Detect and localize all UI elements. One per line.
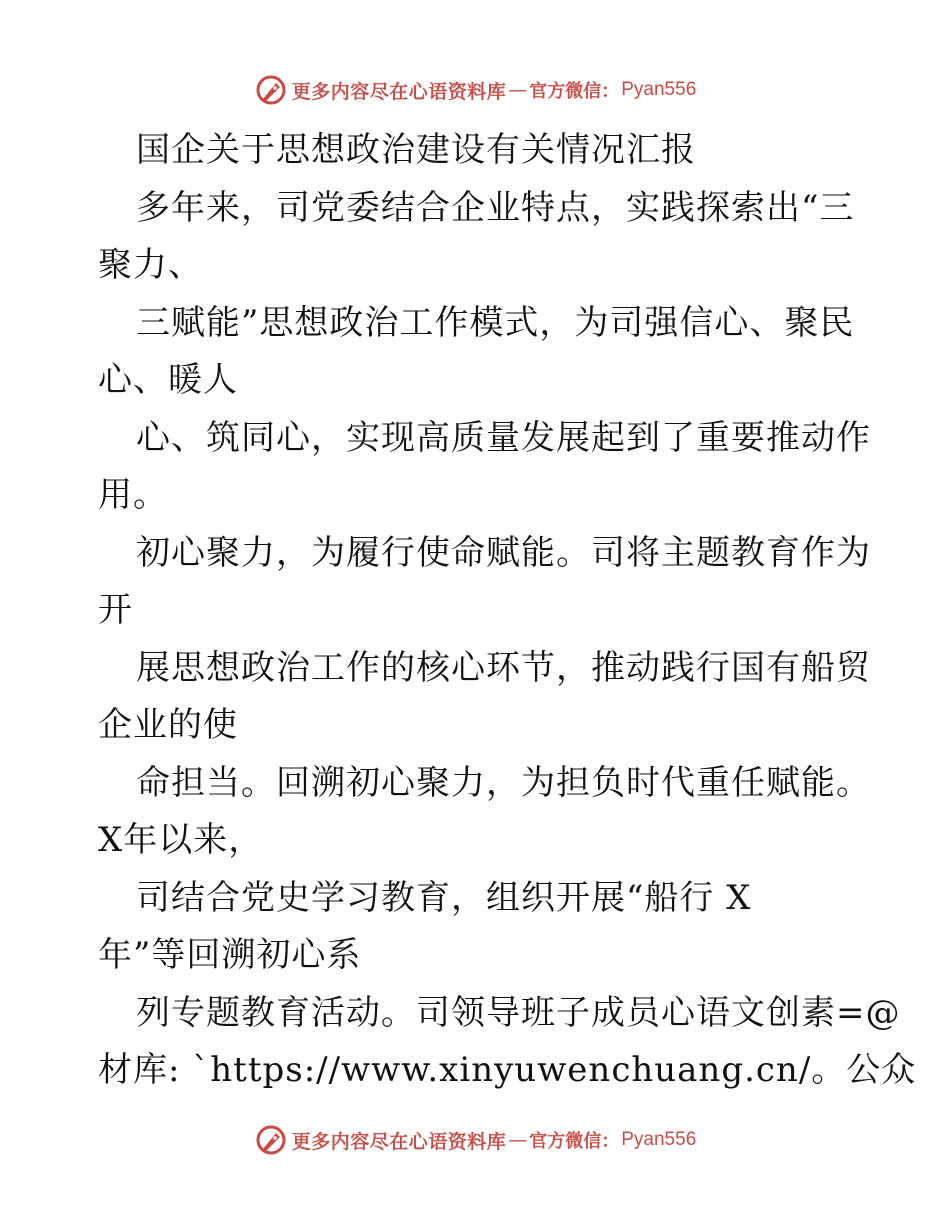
footer-watermark-banner xyxy=(0,1120,950,1160)
document-text-line: 命担当。回溯初心聚力，为担负时代重任赋能。 xyxy=(136,762,871,803)
document-text-line: 列专题教育活动。司领导班子成员心语文创素=@ xyxy=(136,992,901,1033)
banner-separator: — xyxy=(508,1129,528,1151)
pen-nib-logo-icon xyxy=(254,1123,288,1157)
document-text-line: 多年来，司党委结合企业特点，实践探索出“三 xyxy=(136,187,855,228)
document-title: 国企关于思想政治建设有关情况汇报 xyxy=(136,130,696,170)
document-text-line: 心、暖人 xyxy=(98,360,238,400)
document-text-line: 年”等回溯初心系 xyxy=(98,935,362,975)
banner-wechat-label: 官方微信： xyxy=(529,81,620,102)
document-text-line: 三赋能”思想政治工作模式，为司强信心、聚民 xyxy=(136,302,855,343)
document-text-line: 初心聚力，为履行使命赋能。司将主题教育作为 xyxy=(136,532,871,573)
document-text-line: 用。 xyxy=(98,475,168,515)
document-text-line: 材库: `https://www.xinyuwenchuang.cn/。公众 xyxy=(98,1050,917,1090)
document-text-line: 企业的使 xyxy=(98,705,238,745)
document-text-line: 心、筑同心，实现高质量发展起到了重要推动作 xyxy=(136,417,871,458)
document-text-line: 开 xyxy=(98,590,133,630)
document-text-line: 司结合党史学习教育，组织开展“船行 X xyxy=(136,877,752,918)
banner-wechat-id: Pyan556 xyxy=(621,1129,697,1150)
pen-nib-logo-icon xyxy=(254,73,288,107)
banner-wechat-label: 官方微信： xyxy=(529,1131,620,1152)
banner-brand-text: 更多内容尽在心语资料库 xyxy=(291,1130,507,1153)
banner-separator: — xyxy=(508,79,528,101)
document-body xyxy=(98,122,917,1100)
document-text-line: X年以来， xyxy=(98,820,264,860)
document-text-line: 展思想政治工作的核心环节，推动践行国有船贸 xyxy=(136,647,871,688)
document-text-line: 聚力、 xyxy=(98,245,203,285)
banner-brand-text: 更多内容尽在心语资料库 xyxy=(291,80,507,103)
header-watermark-banner xyxy=(0,70,950,110)
banner-wechat-id: Pyan556 xyxy=(621,79,697,100)
